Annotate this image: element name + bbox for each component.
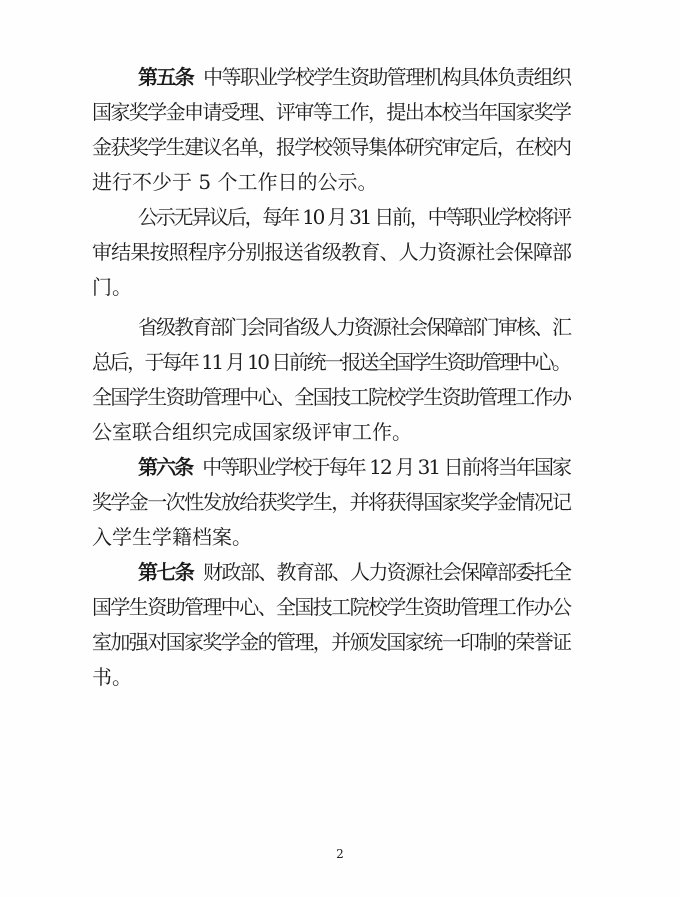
line-text: 中等职业学校于每年 12 月 31 日前将当年国家 <box>202 455 571 479</box>
page-number: 2 <box>336 847 344 861</box>
paragraph-line <box>92 95 572 130</box>
line-text: 财政部、教育部、人力资源社会保障部委托全 <box>203 560 571 584</box>
paragraph-line <box>92 270 572 305</box>
paragraph-line <box>92 590 572 625</box>
paragraph-line <box>92 380 572 415</box>
line-text: 审结果按照程序分别报送省级教育、人力资源社会保障部 <box>92 240 572 264</box>
paragraph-line <box>92 345 572 380</box>
line-text: 公室联合组织完成国家级评审工作。 <box>92 420 412 444</box>
line-text: 国学生资助管理中心、全国技工院校学生资助管理工作办公 <box>92 595 571 619</box>
line-text: 总后，于每年 11 月 10 日前统一报送全国学生资助管理中心。 <box>92 350 570 374</box>
line-text: 全国学生资助管理中心、全国技工院校学生资助管理工作办 <box>92 385 571 409</box>
paragraph-line <box>138 555 572 590</box>
article-6 <box>92 450 572 555</box>
paragraph-provincial-review <box>92 310 572 450</box>
paragraph-line <box>92 130 572 165</box>
paragraph-line <box>92 625 572 660</box>
paragraph-line <box>138 310 572 345</box>
article-heading: 第七条 <box>138 560 194 584</box>
line-text: 国家奖学金申请受理、评审等工作，提出本校当年国家奖学 <box>92 100 571 124</box>
line-text: 公示无异议后，每年 10 月 31 日前，中等职业学校将评 <box>138 205 570 229</box>
paragraph-line <box>92 660 572 695</box>
article-7 <box>92 555 572 695</box>
paragraph-publicity <box>92 200 572 305</box>
line-text: 省级教育部门会同省级人力资源社会保障部门审核、汇 <box>138 315 570 339</box>
paragraph-line <box>92 415 572 450</box>
article-heading: 第六条 <box>138 455 193 479</box>
line-text: 室加强对国家奖学金的管理，并颁发国家统一印制的荣誉证 <box>92 630 571 654</box>
paragraph-line <box>92 485 572 520</box>
line-text: 进行不少于 5 个工作日的公示。 <box>92 170 378 194</box>
line-text: 中等职业学校学生资助管理机构具体负责组织 <box>203 65 571 89</box>
line-text: 奖学金一次性发放给获奖学生，并将获得国家奖学金情况记 <box>92 490 571 514</box>
paragraph-line <box>92 520 572 555</box>
line-text: 入学生学籍档案。 <box>92 525 252 549</box>
paragraph-line <box>92 165 572 200</box>
line-text: 书。 <box>92 665 132 689</box>
line-text: 门。 <box>92 275 132 299</box>
paragraph-line <box>138 200 572 235</box>
paragraph-line <box>138 60 572 95</box>
document-body <box>92 60 572 695</box>
paragraph-line <box>92 235 572 270</box>
article-heading: 第五条 <box>138 65 194 89</box>
article-5 <box>92 60 572 200</box>
paragraph-line <box>138 450 572 485</box>
line-text: 金获奖学生建议名单，报学校领导集体研究审定后，在校内 <box>92 135 571 159</box>
